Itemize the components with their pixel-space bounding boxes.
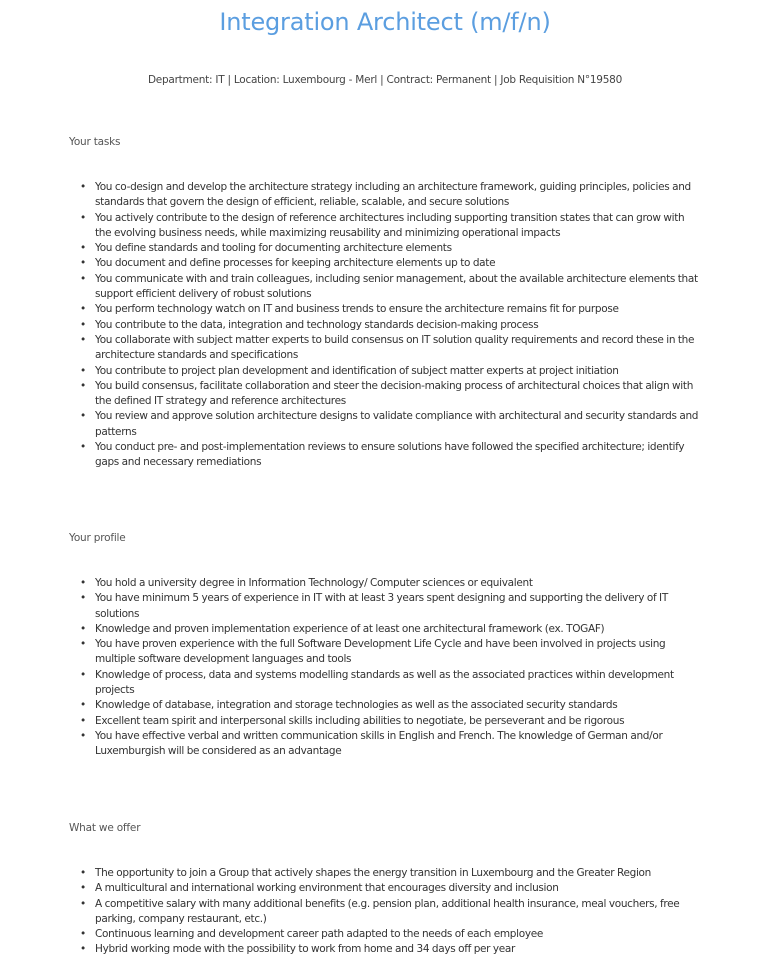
bullet-icon: • (80, 638, 86, 651)
list-item (80, 729, 700, 760)
list-item-text: You perform technology watch on IT and business trends to ensure the architecture remains fit for purpose (95, 303, 619, 316)
list-item-text: You contribute to the data, integration and technology standards decision-making process (95, 318, 539, 331)
list-item (80, 180, 700, 211)
bullet-icon: • (80, 928, 86, 941)
list-item (80, 364, 700, 379)
list-item (80, 927, 700, 942)
list-item (80, 318, 700, 333)
list-item (80, 714, 700, 729)
list-item (80, 866, 700, 881)
list-item (80, 668, 700, 699)
bullet-icon: • (80, 577, 86, 589)
page-title: Integration Architect (m/f/n) (219, 8, 551, 36)
list-item (80, 379, 700, 410)
list-item-text: You conduct pre- and post-implementation reviews to ensure solutions have followed the specified architecture; identify gaps and necessary remediations (95, 441, 685, 469)
bullet-icon: • (80, 897, 86, 910)
bullet-icon: • (80, 333, 86, 346)
bullet-icon: • (80, 410, 86, 423)
bullet-icon: • (80, 257, 86, 270)
bullet-icon: • (80, 867, 86, 879)
list-item (80, 637, 700, 668)
list-item (80, 241, 700, 256)
list-item (80, 591, 700, 622)
bullet-icon: • (80, 441, 86, 454)
list-item (80, 897, 700, 928)
list-item-text: You define standards and tooling for documenting architecture elements (95, 242, 452, 255)
list-item-text: Excellent team spirit and interpersonal skills including abilities to negotiate, be perseverant and be rigorous (95, 714, 625, 727)
bullet-icon: • (80, 622, 86, 635)
list-item-text: You build consensus, facilitate collaboration and steer the decision-making process of architectural choices that align with the defined IT strategy and reference architectures (95, 379, 694, 408)
list-item-text: A multicultural and international working environment that encourages diversity and inclusion (95, 882, 559, 895)
bullet-icon: • (80, 714, 86, 727)
bullet-icon: • (80, 272, 86, 285)
bullet-icon: • (80, 318, 86, 331)
list-item-text: Knowledge of database, integration and storage technologies as well as the associated security standards (95, 699, 618, 712)
list-item-text: You document and define processes for keeping architecture elements up to date (95, 257, 496, 270)
list-item (80, 211, 700, 242)
list-item (80, 409, 700, 440)
list-item (80, 256, 700, 271)
list-item-text: A competitive salary with many additional benefits (e.g. pension plan, additional health insurance, meal vouchers, free parking, company restaurant, etc.) (95, 897, 680, 925)
section-heading-profile: Your profile (69, 532, 126, 544)
profile-list (80, 576, 700, 760)
list-item-text: Knowledge of process, data and systems modelling standards as well as the associated practices within development projects (95, 668, 674, 697)
offer-list (80, 866, 700, 958)
list-item-text: You hold a university degree in Information Technology/ Computer sciences or equivalent (95, 577, 533, 589)
bullet-icon: • (80, 379, 86, 392)
list-item (80, 698, 700, 713)
list-item-text: You contribute to project plan development and identification of subject matter experts at project initiation (95, 364, 619, 377)
bullet-icon: • (80, 592, 86, 605)
bullet-icon: • (80, 364, 86, 377)
list-item-text: You communicate with and train colleagues, including senior management, about the available architecture elements that support efficient delivery of robust solutions (95, 272, 698, 301)
list-item (80, 576, 700, 591)
list-item-text: You review and approve solution architecture designs to validate compliance with architectural and security standards and patterns (95, 410, 699, 438)
list-item-text: You have effective verbal and written communication skills in English and French. The knowledge of German and/or Luxemburgish will be considered as an advantage (95, 729, 663, 758)
list-item-text: You co-design and develop the architecture strategy including an architecture framework, guiding principles, policies and standards that govern the design of efficient, reliable, scalable, and secure solutions (95, 181, 691, 209)
bullet-icon: • (80, 211, 86, 224)
list-item-text: Continuous learning and development career path adapted to the needs of each employee (95, 928, 544, 941)
bullet-icon: • (80, 242, 86, 255)
list-item (80, 272, 700, 303)
job-meta-line: Department: IT | Location: Luxembourg - Merl | Contract: Permanent | Job Requisition N°19580 (147, 74, 623, 86)
bullet-icon: • (80, 699, 86, 712)
list-item-text: You have minimum 5 years of experience in IT with at least 3 years spent designing and supporting the delivery of IT solutions (95, 592, 668, 620)
list-item (80, 333, 700, 364)
list-item (80, 622, 700, 637)
bullet-icon: • (80, 943, 86, 956)
list-item-text: The opportunity to join a Group that actively shapes the energy transition in Luxembourg and the Greater Region (95, 867, 651, 879)
bullet-icon: • (80, 729, 86, 742)
section-heading-offer: What we offer (69, 822, 141, 834)
list-item-text: You actively contribute to the design of reference architectures including supporting transition states that can grow with the evolving business needs, while maximizing reusability and minimizing operational impacts (95, 211, 685, 239)
bullet-icon: • (80, 668, 86, 681)
section-heading-tasks: Your tasks (69, 136, 121, 148)
list-item-text: You have proven experience with the full Software Development Life Cycle and have been involved in projects using multiple software development languages and tools (95, 638, 666, 666)
list-item (80, 881, 700, 896)
list-item-text: Hybrid working mode with the possibility to work from home and 34 days off per year (95, 943, 516, 956)
bullet-icon: • (80, 181, 86, 193)
list-item (80, 440, 700, 471)
bullet-icon: • (80, 303, 86, 316)
list-item (80, 942, 700, 957)
bullet-icon: • (80, 882, 86, 895)
tasks-list (80, 180, 700, 471)
list-item (80, 302, 700, 317)
list-item-text: You collaborate with subject matter experts to build consensus on IT solution quality requirements and record these in the architecture standards and specifications (95, 333, 695, 362)
list-item-text: Knowledge and proven implementation experience of at least one architectural framework (ex. TOGAF) (95, 622, 605, 635)
